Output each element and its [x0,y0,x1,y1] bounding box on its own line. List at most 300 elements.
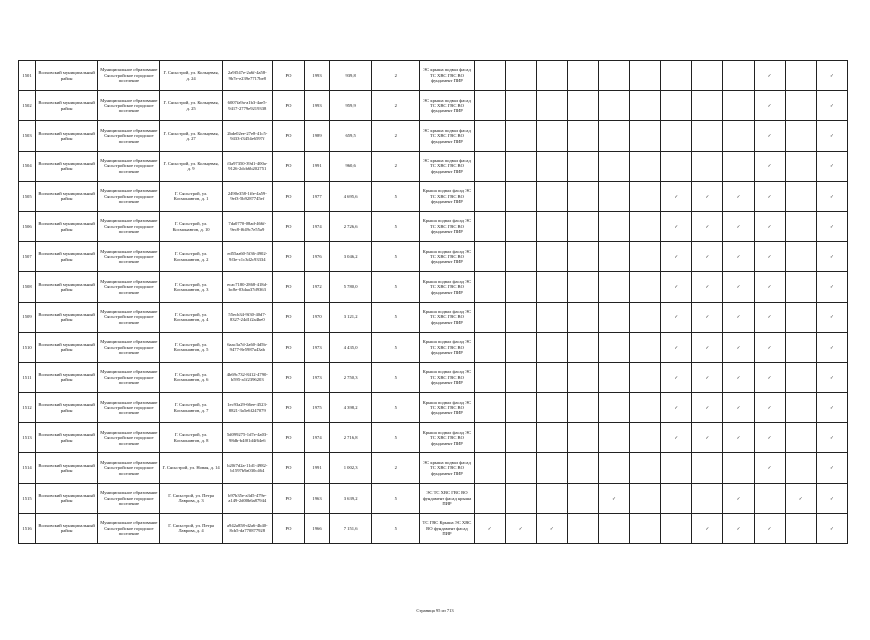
empty-check-cell [630,181,661,211]
check-mark-icon: ✓ [723,423,754,453]
area-cell: 3 121,2 [330,302,372,332]
building-id-cell: a942a858-d2a6-4b40-8cb5-da770877928 [222,513,272,543]
empty-check-cell [723,453,754,483]
district-cell: Волховский муниципальный район [36,121,98,151]
area-cell: 939,8 [330,61,372,91]
municipality-cell: Муниципальное образование Сясьстройское городское поселение [98,453,160,483]
check-mark-icon: ✓ [661,302,692,332]
empty-check-cell [536,242,567,272]
area-cell: 2 750,3 [330,362,372,392]
check-mark-icon: ✓ [692,423,723,453]
empty-check-cell [474,302,505,332]
row-number: 1505 [19,181,36,211]
check-mark-icon: ✓ [754,362,785,392]
empty-check-cell [723,151,754,181]
empty-check-cell [567,423,598,453]
empty-check-cell [661,151,692,181]
check-mark-icon: ✓ [816,423,847,453]
empty-check-cell [692,91,723,121]
empty-check-cell [661,453,692,483]
empty-check-cell [785,211,816,241]
row-number: 1516 [19,513,36,543]
district-cell: Волховский муниципальный район [36,302,98,332]
empty-check-cell [599,332,630,362]
empty-check-cell [474,393,505,423]
check-mark-icon: ✓ [816,242,847,272]
empty-check-cell [505,483,536,513]
check-mark-icon: ✓ [723,483,754,513]
area-cell: 7 151,6 [330,513,372,543]
works-cell: ЭС ТС ХВС ГВС ВО фундамент фасад крыша ПИР [420,483,474,513]
empty-check-cell [785,242,816,272]
type-cell: РО [272,272,304,302]
empty-check-cell [630,91,661,121]
floors-cell: 5 [372,211,420,241]
type-cell: РО [272,91,304,121]
empty-check-cell [785,332,816,362]
empty-check-cell [692,483,723,513]
empty-check-cell [474,362,505,392]
empty-check-cell [505,121,536,151]
year-cell: 1963 [304,483,329,513]
row-number: 1513 [19,423,36,453]
year-cell: 1976 [304,242,329,272]
address-cell: Г. Сясьстрой, ул. Новая, д. 14 [160,453,222,483]
empty-check-cell [723,121,754,151]
building-id-cell: ed55aa60-5f36-4902-9f3e-c1c3d2c93334 [222,242,272,272]
table-row [19,151,848,181]
works-cell: Крыша подвал фасад ЭС ТС ХВС ГВС ВО фундамент ПИР [420,362,474,392]
table-row [19,393,848,423]
building-id-cell: 2490e358-1ffe-4a59-9ef3-5b9287745ef [222,181,272,211]
empty-check-cell [661,91,692,121]
year-cell: 1993 [304,61,329,91]
empty-check-cell [599,91,630,121]
district-cell: Волховский муниципальный район [36,332,98,362]
empty-check-cell [567,483,598,513]
row-number: 1510 [19,332,36,362]
empty-check-cell [474,272,505,302]
district-cell: Волховский муниципальный район [36,513,98,543]
district-cell: Волховский муниципальный район [36,61,98,91]
empty-check-cell [536,272,567,302]
check-mark-icon: ✓ [816,121,847,151]
year-cell: 1991 [304,453,329,483]
empty-check-cell [505,151,536,181]
check-mark-icon: ✓ [754,423,785,453]
check-mark-icon: ✓ [816,151,847,181]
empty-check-cell [505,423,536,453]
building-id-cell: 6007fa9a-a1b3-4ae5-9417-2779e9219338 [222,91,272,121]
empty-check-cell [692,151,723,181]
empty-check-cell [567,362,598,392]
empty-check-cell [474,151,505,181]
check-mark-icon: ✓ [816,272,847,302]
empty-check-cell [536,181,567,211]
empty-check-cell [505,453,536,483]
check-mark-icon: ✓ [661,332,692,362]
check-mark-icon: ✓ [661,272,692,302]
empty-check-cell [474,423,505,453]
works-cell: Крыша подвал фасад ЭС ТС ХВС ГВС ВО фундамент ПИР [420,211,474,241]
empty-check-cell [599,423,630,453]
check-mark-icon: ✓ [661,211,692,241]
document-page [18,60,848,544]
check-mark-icon: ✓ [661,362,692,392]
check-mark-icon: ✓ [754,453,785,483]
empty-check-cell [630,272,661,302]
year-cell: 1970 [304,302,329,332]
empty-check-cell [630,513,661,543]
check-mark-icon: ✓ [754,181,785,211]
type-cell: РО [272,423,304,453]
check-mark-icon: ✓ [816,453,847,483]
area-cell: 4 398,2 [330,393,372,423]
empty-check-cell [505,91,536,121]
empty-check-cell [599,362,630,392]
empty-check-cell [599,302,630,332]
area-cell: 3 046,2 [330,242,372,272]
district-cell: Волховский муниципальный район [36,483,98,513]
empty-check-cell [505,61,536,91]
municipality-cell: Муниципальное образование Сясьстройское городское поселение [98,302,160,332]
empty-check-cell [567,91,598,121]
empty-check-cell [785,91,816,121]
empty-check-cell [567,332,598,362]
floors-cell: 2 [372,91,420,121]
type-cell: РО [272,242,304,272]
area-cell: 960,6 [330,151,372,181]
address-cell: Г. Сясьстрой, ул. Кольцевая, д. 25 [160,91,222,121]
check-mark-icon: ✓ [816,61,847,91]
municipality-cell: Муниципальное образование Сясьстройское городское поселение [98,211,160,241]
empty-check-cell [599,211,630,241]
year-cell: 1974 [304,211,329,241]
empty-check-cell [599,181,630,211]
empty-check-cell [630,423,661,453]
empty-check-cell [661,513,692,543]
empty-check-cell [785,362,816,392]
municipality-cell: Муниципальное образование Сясьстройское городское поселение [98,393,160,423]
type-cell: РО [272,302,304,332]
check-mark-icon: ✓ [692,393,723,423]
empty-check-cell [536,211,567,241]
empty-check-cell [567,453,598,483]
area-cell: 2 726,6 [330,211,372,241]
empty-check-cell [567,61,598,91]
empty-check-cell [599,61,630,91]
empty-check-cell [536,121,567,151]
district-cell: Волховский муниципальный район [36,151,98,181]
check-mark-icon: ✓ [661,393,692,423]
empty-check-cell [567,513,598,543]
table-row [19,181,848,211]
empty-check-cell [505,302,536,332]
empty-check-cell [630,483,661,513]
registry-body [19,61,848,544]
municipality-cell: Муниципальное образование Сясьстройское городское поселение [98,513,160,543]
check-mark-icon: ✓ [816,362,847,392]
empty-check-cell [474,332,505,362]
check-mark-icon: ✓ [723,513,754,543]
empty-check-cell [692,453,723,483]
type-cell: РО [272,332,304,362]
municipality-cell: Муниципальное образование Сясьстройское городское поселение [98,61,160,91]
check-mark-icon: ✓ [723,242,754,272]
district-cell: Волховский муниципальный район [36,91,98,121]
empty-check-cell [661,121,692,151]
empty-check-cell [474,121,505,151]
empty-check-cell [599,393,630,423]
floors-cell: 5 [372,513,420,543]
check-mark-icon: ✓ [754,332,785,362]
empty-check-cell [536,61,567,91]
row-number: 1501 [19,61,36,91]
works-cell: Крыша подвал фасад ЭС ТС ХВС ГВС ВО фундамент ПИР [420,181,474,211]
address-cell: Г. Сясьстрой, ул. Космонавтов, д. 6 [160,362,222,392]
empty-check-cell [692,121,723,151]
empty-check-cell [630,332,661,362]
building-id-cell: 5d099275-1d7e-4a03-98db-b4f01d4f64e6 [222,423,272,453]
check-mark-icon: ✓ [661,242,692,272]
works-cell: ЭС крыша подвал фасад ТС ХВС ГВС ВО фундамент ПИР [420,453,474,483]
check-mark-icon: ✓ [723,181,754,211]
building-id-cell: b97b35e-a3d5-479e-a149-2d00b6a87944 [222,483,272,513]
works-cell: ТС ГВС Крыша ЭС ХВС ВО фундамент фасад ПИР [420,513,474,543]
empty-check-cell [567,302,598,332]
municipality-cell: Муниципальное образование Сясьстройское городское поселение [98,91,160,121]
empty-check-cell [567,211,598,241]
empty-check-cell [599,121,630,151]
empty-check-cell [599,513,630,543]
check-mark-icon: ✓ [816,181,847,211]
empty-check-cell [505,332,536,362]
row-number: 1502 [19,91,36,121]
row-number: 1507 [19,242,36,272]
empty-check-cell [567,272,598,302]
address-cell: Г. Сясьстрой, ул. Космонавтов, д. 3 [160,272,222,302]
address-cell: Г. Сясьстрой, ул. Кольцевая, д. 9 [160,151,222,181]
municipality-cell: Муниципальное образование Сясьстройское городское поселение [98,423,160,453]
empty-check-cell [536,393,567,423]
empty-check-cell [630,61,661,91]
year-cell: 1973 [304,332,329,362]
municipality-cell: Муниципальное образование Сясьстройское городское поселение [98,181,160,211]
table-row [19,272,848,302]
area-cell: 5 780,0 [330,272,372,302]
area-cell: 659,5 [330,121,372,151]
empty-check-cell [536,453,567,483]
empty-check-cell [630,453,661,483]
empty-check-cell [474,91,505,121]
check-mark-icon: ✓ [692,302,723,332]
empty-check-cell [567,121,598,151]
empty-check-cell [474,181,505,211]
municipality-cell: Муниципальное образование Сясьстройское городское поселение [98,121,160,151]
check-mark-icon: ✓ [754,151,785,181]
empty-check-cell [567,181,598,211]
address-cell: Г. Сясьстрой, ул. Космонавтов, д. 7 [160,393,222,423]
building-id-cell: 1ec93a29-66ee-4523-8821-3a5e6f247079 [222,393,272,423]
address-cell: Г. Сясьстрой, ул. Космонавтов, д. 4 [160,302,222,332]
type-cell: РО [272,453,304,483]
check-mark-icon: ✓ [785,483,816,513]
empty-check-cell [505,272,536,302]
floors-cell: 5 [372,302,420,332]
check-mark-icon: ✓ [692,513,723,543]
works-cell: Крыша подвал фасад ЭС ТС ХВС ГВС ВО фундамент ПИР [420,423,474,453]
year-cell: 1972 [304,272,329,302]
empty-check-cell [599,453,630,483]
empty-check-cell [661,483,692,513]
floors-cell: 2 [372,61,420,91]
area-cell: 3 639,2 [330,483,372,513]
check-mark-icon: ✓ [816,211,847,241]
district-cell: Волховский муниципальный район [36,423,98,453]
year-cell: 1966 [304,513,329,543]
works-cell: ЭС крыша подвал фасад ТС ХВС ГВС ВО фундамент ПИР [420,61,474,91]
empty-check-cell [567,151,598,181]
municipality-cell: Муниципальное образование Сясьстройское городское поселение [98,362,160,392]
check-mark-icon: ✓ [661,423,692,453]
empty-check-cell [536,91,567,121]
building-id-cell: b20f7d2a-11d1-4982-b1597b9a030c464 [222,453,272,483]
building-registry-table [18,60,848,544]
empty-check-cell [630,242,661,272]
check-mark-icon: ✓ [754,242,785,272]
empty-check-cell [474,61,505,91]
empty-check-cell [630,302,661,332]
address-cell: Г. Сясьстрой, ул. Космонавтов, д. 5 [160,332,222,362]
row-number: 1509 [19,302,36,332]
empty-check-cell [785,151,816,181]
building-id-cell: 6aac3a7d-2a60-4d5b-9477-8e5987a43ab [222,332,272,362]
empty-check-cell [785,61,816,91]
building-id-cell: 2bde02ee-27e8-41c5-9433-f3454e6597f [222,121,272,151]
empty-check-cell [599,242,630,272]
address-cell: Г. Сясьстрой, ул. Кольцевая, д. 27 [160,121,222,151]
empty-check-cell [536,483,567,513]
check-mark-icon: ✓ [754,513,785,543]
year-cell: 1991 [304,151,329,181]
empty-check-cell [536,362,567,392]
municipality-cell: Муниципальное образование Сясьстройское городское поселение [98,483,160,513]
works-cell: Крыша подвал фасад ЭС ТС ХВС ГВС ВО фундамент ПИР [420,242,474,272]
check-mark-icon: ✓ [723,393,754,423]
floors-cell: 2 [372,151,420,181]
empty-check-cell [536,423,567,453]
year-cell: 1993 [304,91,329,121]
works-cell: ЭС крыша подвал фасад ТС ХВС ГВС ВО фундамент ПИР [420,151,474,181]
check-mark-icon: ✓ [816,332,847,362]
floors-cell: 2 [372,453,420,483]
empty-check-cell [474,453,505,483]
empty-check-cell [630,362,661,392]
year-cell: 1989 [304,121,329,151]
empty-check-cell [505,211,536,241]
check-mark-icon: ✓ [661,181,692,211]
floors-cell: 5 [372,423,420,453]
building-id-cell: 4b69c732-8412-4790-b595-a1f2396203 [222,362,272,392]
empty-check-cell [630,211,661,241]
address-cell: Г. Сясьстрой, ул. Космонавтов, д. 2 [160,242,222,272]
check-mark-icon: ✓ [723,302,754,332]
empty-check-cell [505,393,536,423]
district-cell: Волховский муниципальный район [36,362,98,392]
floors-cell: 5 [372,483,420,513]
municipality-cell: Муниципальное образование Сясьстройское городское поселение [98,242,160,272]
year-cell: 1975 [304,393,329,423]
check-mark-icon: ✓ [816,393,847,423]
table-row [19,423,848,453]
check-mark-icon: ✓ [754,211,785,241]
floors-cell: 5 [372,181,420,211]
check-mark-icon: ✓ [754,393,785,423]
check-mark-icon: ✓ [692,242,723,272]
empty-check-cell [474,483,505,513]
empty-check-cell [661,61,692,91]
empty-check-cell [785,272,816,302]
address-cell: Г. Сясьстрой, ул. Петра Лаврова, д. 3 [160,483,222,513]
page-footer: Страница 95 из 713 [416,608,454,613]
empty-check-cell [474,211,505,241]
works-cell: ЭС крыша подвал фасад ТС ХВС ГВС ВО фундамент ПИР [420,91,474,121]
table-row [19,242,848,272]
check-mark-icon: ✓ [505,513,536,543]
works-cell: ЭС крыша подвал фасад ТС ХВС ГВС ВО фундамент ПИР [420,121,474,151]
municipality-cell: Муниципальное образование Сясьстройское городское поселение [98,272,160,302]
building-id-cell: 2a9f547e-2a6f-4a58-9b7e-e239e7717be8 [222,61,272,91]
type-cell: РО [272,211,304,241]
district-cell: Волховский муниципальный район [36,181,98,211]
floors-cell: 5 [372,332,420,362]
floors-cell: 5 [372,362,420,392]
empty-check-cell [785,453,816,483]
type-cell: РО [272,121,304,151]
check-mark-icon: ✓ [816,302,847,332]
table-row [19,483,848,513]
empty-check-cell [692,61,723,91]
table-row [19,513,848,543]
check-mark-icon: ✓ [692,181,723,211]
works-cell: Крыша подвал фасад ЭС ТС ХВС ГВС ВО фундамент ПИР [420,272,474,302]
works-cell: Крыша подвал фасад ЭС ТС ХВС ГВС ВО фундамент ПИР [420,302,474,332]
type-cell: РО [272,483,304,513]
check-mark-icon: ✓ [692,272,723,302]
works-cell: Крыша подвал фасад ЭС ТС ХВС ГВС ВО фундамент ПИР [420,393,474,423]
empty-check-cell [723,91,754,121]
empty-check-cell [505,362,536,392]
check-mark-icon: ✓ [723,211,754,241]
type-cell: РО [272,181,304,211]
row-number: 1514 [19,453,36,483]
check-mark-icon: ✓ [599,483,630,513]
empty-check-cell [536,302,567,332]
row-number: 1503 [19,121,36,151]
floors-cell: 5 [372,393,420,423]
empty-check-cell [630,393,661,423]
floors-cell: 5 [372,242,420,272]
address-cell: Г. Сясьстрой, ул. Петра Лаврова, д. 4 [160,513,222,543]
address-cell: Г. Сясьстрой, ул. Кольцевая, д. 24 [160,61,222,91]
empty-check-cell [474,242,505,272]
empty-check-cell [505,242,536,272]
empty-check-cell [599,151,630,181]
works-cell: Крыша подвал фасад ЭС ТС ХВС ГВС ВО фундамент ПИР [420,332,474,362]
district-cell: Волховский муниципальный район [36,393,98,423]
area-cell: 1 002,3 [330,453,372,483]
empty-check-cell [567,242,598,272]
